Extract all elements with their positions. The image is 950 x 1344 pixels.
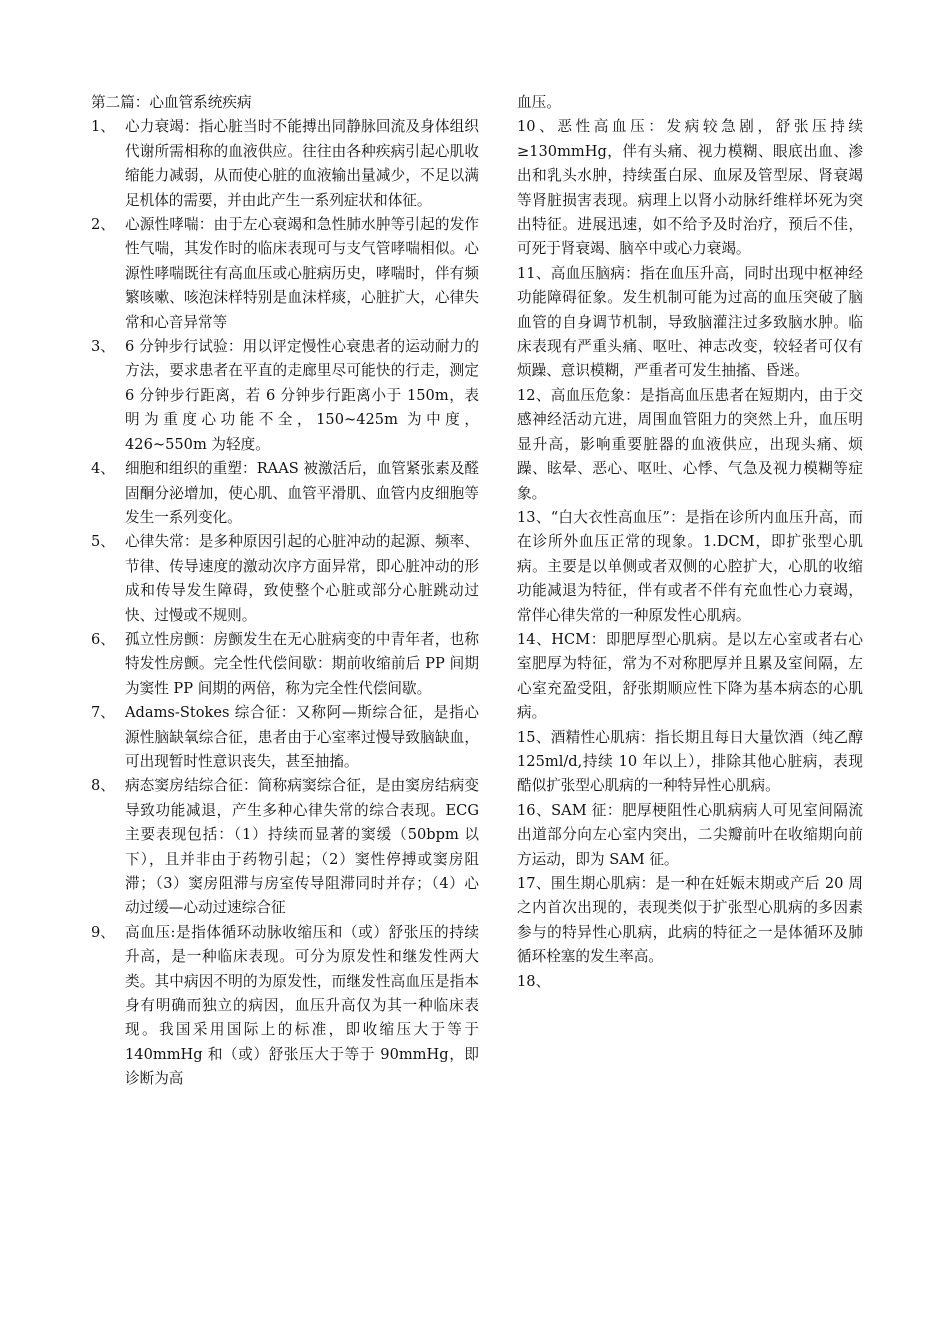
item-text: 病态窦房结综合征：简称病窦综合征，是由窦房结病变导致功能减退，产生多种心律失常的综合表现。ECG 主要表现包括：（1）持续而显著的窦缓（50bpm 以下），且并非由于药物引起；（2）窦性停搏或窦房阻滞；（3）窦房阻滞与房室传导阻滞同时并存；（4）心动过缓—心动过速综合征 <box>125 777 479 917</box>
section-heading: 第二篇：心血管系统疾病 <box>91 94 252 111</box>
item-number: 5、 <box>91 533 115 551</box>
item-text: 酒精性心肌病：指长期且每日大量饮酒（纯乙醇 125ml/d,持续 10 年以上），排除其他心脏病，表现酷似扩张型心肌病的一种特异性心肌病。 <box>517 728 863 795</box>
item-text: Adams-Stokes 综合征：又称阿—斯综合征，是指心源性脑缺氧综合征，患者由于心室率过慢导致脑缺血，可出现暂时性意识丧失，甚至抽搐。 <box>125 704 479 770</box>
item-text: 恶性高血压：发病较急剧，舒张压持续≥130mmHg，伴有头痛、视力模糊、眼底出血、渗出和乳头水肿，持续蛋白尿、血尿及管型尿、肾衰竭等肾脏损害表现。病理上以肾小动脉纤维样坏死为突出特征。进展迅速，如不给予及时治疗，预后不佳，可死于肾衰竭、脑卒中或心力衰竭。 <box>517 118 863 258</box>
item-text: 高血压:是指体循环动脉收缩压和（或）舒张压的持续升高，是一种临床表现。可分为原发性和继发性两大类。其中病因不明的为原发性，而继发性高血压是指本身有明确而独立的病因，血压升高仅为其一种临床表现。我国采用国际上的标准，即收缩压大于等于 140mmHg 和（或）舒张压大于等于 90mmHg，即诊断为高 <box>125 923 479 1088</box>
left-column <box>91 91 479 1092</box>
definition-item <box>517 262 863 384</box>
item-number: 2、 <box>91 216 115 234</box>
item-number: 13、 <box>517 508 551 526</box>
definition-item <box>517 384 863 506</box>
item-number: 3、 <box>91 338 115 356</box>
definition-item <box>517 726 863 799</box>
item-text: 细胞和组织的重塑：RAAS 被激活后，血管紧张素及醛固酮分泌增加，使心肌、血管平滑肌、血管内皮细胞等发生一系列变化。 <box>125 460 479 526</box>
item-text: 心力衰竭：指心脏当时不能搏出同静脉回流及身体组织代谢所需相称的血液供应。往往由各种疾病引起心肌收缩能力减弱，从而使心脏的血液输出量减少，不足以满足机体的需要，并由此产生一系列症状和体征。 <box>125 118 479 209</box>
item-text: 高血压危象：是指高血压患者在短期内，由于交感神经活动亢进，周围血管阻力的突然上升，血压明显升高，影响重要脏器的血液供应，出现头痛、烦躁、眩晕、恶心、呕吐、心悸、气急及视力模糊等症象。 <box>517 386 863 502</box>
item-number: 18、 <box>517 972 551 990</box>
item-number: 14、 <box>517 630 552 648</box>
continued-text: 血压。 <box>517 94 561 111</box>
definition-list-left <box>91 115 479 1091</box>
item-text: 高血压脑病：指在血压升高，同时出现中枢神经功能障碍征象。发生机制可能为过高的血压突破了脑血管的自身调节机制，导致脑灌注过多致脑水肿。临床表现有严重头痛、呕吐、神志改变，较轻者可仅有烦躁、意识模糊，严重者可发生抽搐、昏迷。 <box>517 264 863 380</box>
item-text: 心律失常：是多种原因引起的心脏冲动的起源、频率、节律、传导速度的激动次序方面异常，即心脏冲动的形成和传导发生障碍，致使整个心脏或部分心脏跳动过快、过慢或不规则。 <box>125 533 479 624</box>
definition-item <box>91 530 479 628</box>
item-text: 心源性哮喘：由于左心衰竭和急性肺水肿等引起的发作性气喘，其发作时的临床表现可与支气管哮喘相似。心源性哮喘既往有高血压或心脏病历史，哮喘时，伴有频繁咳嗽、咳泡沫样特别是血沫样痰，心脏扩大，心律失常和心音异常等 <box>125 216 479 331</box>
item-number: 15、 <box>517 728 551 746</box>
definition-list-right <box>517 115 863 994</box>
item-text: SAM 征：肥厚梗阻性心肌病病人可见室间隔流出道部分向左心室内突出，二尖瓣前叶在收缩期向前方运动，即为 SAM 征。 <box>517 801 863 868</box>
item-number: 17、 <box>517 875 551 892</box>
definition-item <box>517 970 863 994</box>
definition-item <box>517 115 863 261</box>
item-text: “白大衣性高血压”：是指在诊所内血压升高，而在诊所外血压正常的现象。1.DCM，即扩张型心肌病。主要是以单侧或者双侧的心腔扩大，心肌的收缩功能减退为特征，伴有或者不伴有充血性心力衰竭，常伴心律失常的一种原发性心肌病。 <box>517 508 863 624</box>
item-text: 孤立性房颤：房颤发生在无心脏病变的中青年者，也称特发性房颤。完全性代偿间歇：期前收缩前后 PP 间期为窦性 PP 间期的两倍，称为完全性代偿间歇。 <box>125 630 479 697</box>
definition-item <box>517 872 863 970</box>
item-number: 1、 <box>91 118 115 136</box>
item-number: 4、 <box>91 460 115 478</box>
definition-item <box>91 921 479 1092</box>
definition-item <box>91 335 479 457</box>
definition-item <box>91 628 479 701</box>
definition-item <box>91 701 479 774</box>
item-number: 8、 <box>91 777 115 795</box>
definition-item <box>91 115 479 213</box>
item-text: HCM：即肥厚型心肌病。是以左心室或者右心室肥厚为特征，常为不对称肥厚并且累及室间隔，左心室充盈受阻，舒张期顺应性下降为基本病态的心肌病。 <box>517 630 863 722</box>
item-number: 7、 <box>91 704 115 722</box>
definition-item <box>517 799 863 872</box>
definition-item <box>91 457 479 530</box>
definition-item <box>517 506 863 628</box>
item-number: 16、 <box>517 801 552 819</box>
definition-item <box>91 213 479 335</box>
item-text: 6 分钟步行试验：用以评定慢性心衰患者的运动耐力的方法，要求患者在平直的走廊里尽可能快的行走，测定 6 分钟步行距离，若 6 分钟步行距离小于 150m，表明为重度心功能不全，150~425m 为中度，426~550m 为轻度。 <box>125 338 479 453</box>
item-number: 12、 <box>517 386 551 404</box>
item-number: 11、 <box>517 264 551 282</box>
item-number: 6、 <box>91 630 115 648</box>
item-text: 围生期心肌病：是一种在妊娠末期或产后 20 周之内首次出现的，表现类似于扩张型心肌病的多因素参与的特异性心肌病，此病的特征之一是体循环及肺循环栓塞的发生率高。 <box>517 875 863 966</box>
item-number: 9、 <box>91 923 115 941</box>
definition-item <box>91 774 479 920</box>
definition-item <box>517 628 863 726</box>
item-number: 10、 <box>517 118 558 136</box>
right-column <box>517 91 863 994</box>
